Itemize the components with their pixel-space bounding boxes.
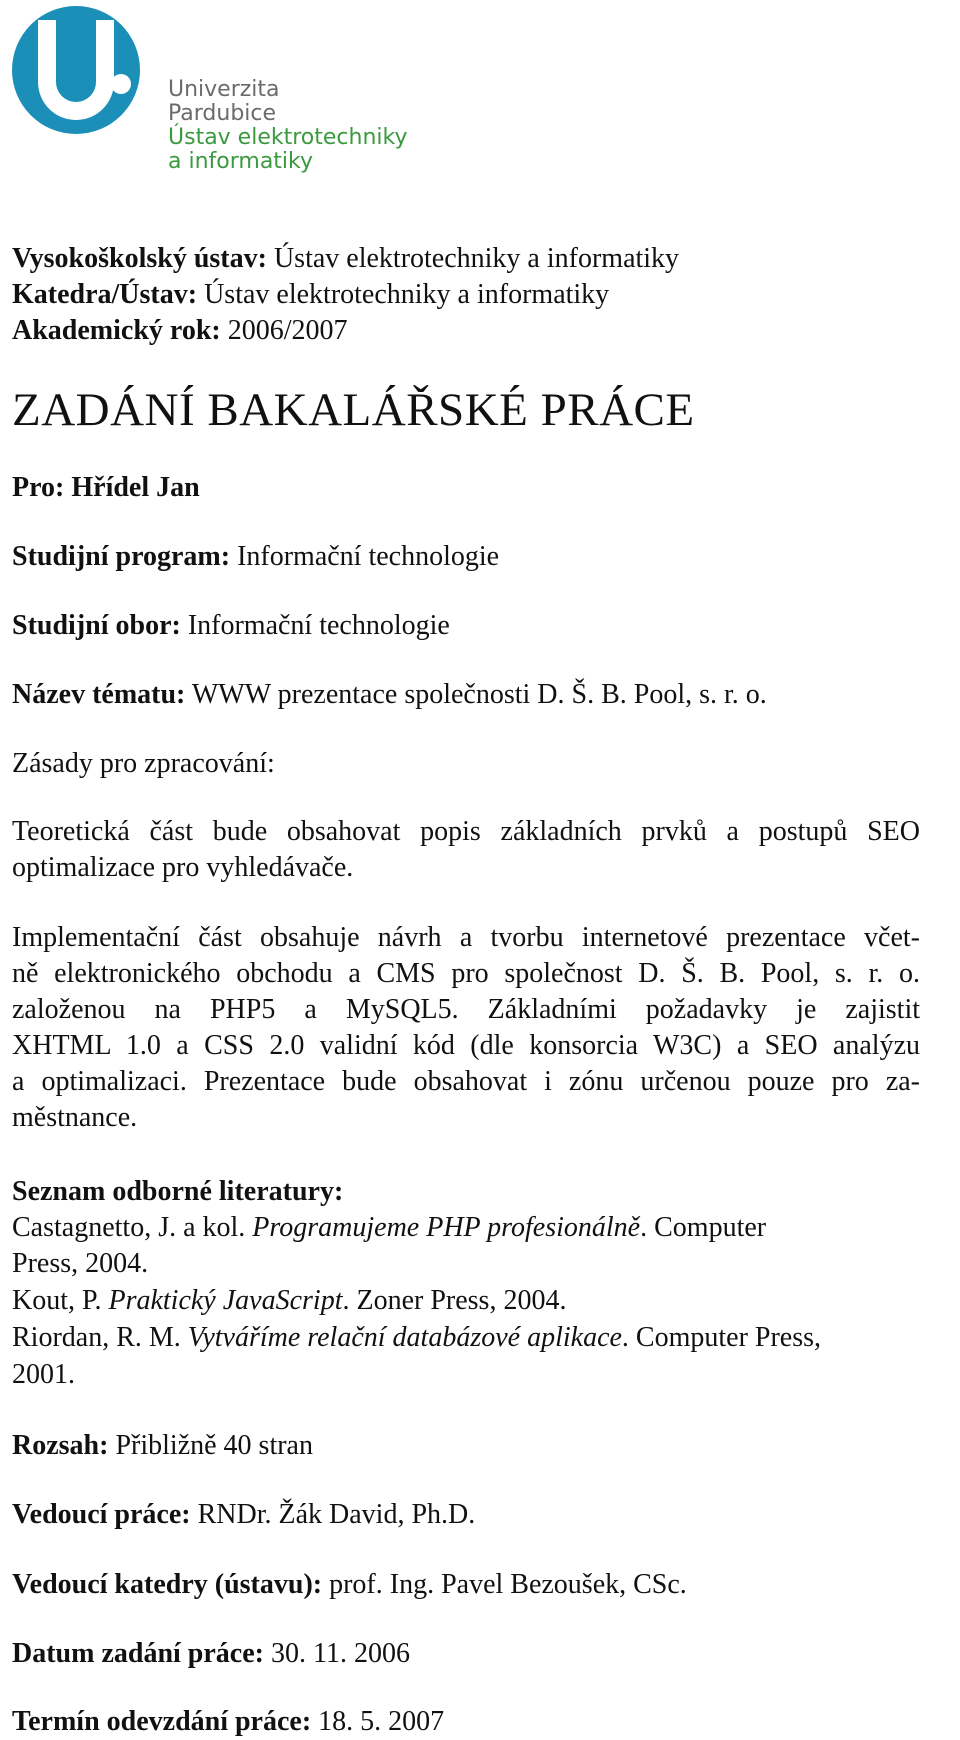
- ref-3-title: Vytváříme relační databázové aplikace: [187, 1322, 622, 1353]
- branch-label: Studijní obor:: [12, 610, 181, 641]
- assigned-date-label: Datum zadání práce:: [12, 1638, 264, 1669]
- scope-line: [12, 1430, 313, 1462]
- academic-year-line: [12, 315, 348, 347]
- ref-1-author: Castagnetto, J. a kol.: [12, 1212, 246, 1243]
- university-logo: [10, 4, 450, 194]
- student-value: Hřídel Jan: [71, 472, 200, 503]
- logo-line-city: Pardubice: [168, 101, 277, 126]
- implementation-line: Implementační část obsahuje návrh a tvorbu internetové prezentace včet-: [12, 922, 920, 953]
- supervisor-label: Vedoucí práce:: [12, 1499, 191, 1530]
- institute-line: [12, 243, 679, 275]
- program-line: [12, 541, 499, 573]
- ref-3-publisher: . Computer Press,: [621, 1322, 822, 1353]
- institute-value: Ústav elektrotechniky a informatiky: [273, 243, 680, 274]
- ref-2-author: Kout, P.: [12, 1285, 102, 1316]
- assigned-date-value: 30. 11. 2006: [270, 1638, 410, 1669]
- academic-year-label: Akademický rok:: [12, 315, 221, 346]
- deadline-label: Termín odevzdání práce:: [12, 1706, 312, 1737]
- branch-value: Informační technologie: [187, 610, 450, 641]
- ref-2-title: Praktický JavaScript: [108, 1285, 343, 1316]
- scope-value: Přibližně 40 stran: [115, 1430, 313, 1461]
- logo-line-institute-cont: a informatiky: [168, 149, 314, 174]
- institute-label: Vysokoškolský ústav:: [12, 243, 267, 274]
- ref-1-publisher: . Computer: [640, 1212, 767, 1243]
- literature-ref-3-cont: 2001.: [12, 1359, 75, 1390]
- implementation-line: městnance.: [12, 1102, 138, 1133]
- deadline-value: 18. 5. 2007: [318, 1706, 445, 1737]
- academic-year-value: 2006/2007: [227, 315, 348, 346]
- literature-ref-3: [12, 1322, 821, 1354]
- ref-1-title: Programujeme PHP profesionálně: [252, 1212, 641, 1243]
- logo-line-institute: Ústav elektrotechniky: [168, 125, 408, 150]
- principles-heading: Zásady pro zpracování:: [12, 748, 275, 779]
- department-label: Katedra/Ústav:: [12, 279, 198, 310]
- logo-line-university: Univerzita: [168, 77, 280, 102]
- department-head-line: [12, 1569, 687, 1601]
- literature-heading-text: Seznam odborné literatury:: [12, 1176, 344, 1207]
- program-value: Informační technologie: [237, 541, 500, 572]
- department-head-label: Vedoucí katedry (ústavu):: [12, 1569, 323, 1600]
- supervisor-line: [12, 1499, 475, 1531]
- theory-paragraph: Teoretická část bude obsahovat popis základních prvků a postupů SEO optimalizace pro vyhledávače.: [12, 816, 920, 883]
- department-value: Ústav elektrotechniky a informatiky: [204, 279, 610, 310]
- implementation-line: a optimalizaci. Prezentace bude obsahovat i zónu určenou pouze pro za-: [12, 1066, 920, 1097]
- literature-ref-2: [12, 1285, 566, 1317]
- branch-line: [12, 610, 450, 642]
- student-line: [12, 472, 200, 504]
- university-logo-text: [168, 78, 408, 174]
- student-label: Pro:: [12, 472, 65, 503]
- implementation-paragraph: [12, 920, 920, 1136]
- scope-label: Rozsah:: [12, 1430, 109, 1461]
- literature-ref-1-cont: Press, 2004.: [12, 1248, 149, 1279]
- implementation-line: založenou na PHP5 a MySQL5. Základními požadavky je zajistit: [12, 994, 920, 1025]
- implementation-line: XHTML 1.0 a CSS 2.0 validní kód (dle konsorcia W3C) a SEO analýzu: [12, 1030, 920, 1061]
- topic-value: WWW prezentace společnosti D. Š. B. Pool, s. r. o.: [191, 679, 767, 710]
- topic-label: Název tématu:: [12, 679, 186, 710]
- department-head-value: prof. Ing. Pavel Bezoušek, CSc.: [329, 1569, 687, 1600]
- implementation-line: ně elektronického obchodu a CMS pro společnost D. Š. B. Pool, s. r. o.: [12, 958, 920, 989]
- literature-heading: [12, 1176, 343, 1208]
- literature-ref-1: [12, 1212, 766, 1244]
- supervisor-value: RNDr. Žák David, Ph.D.: [197, 1499, 476, 1530]
- ref-2-publisher: . Zoner Press, 2004.: [342, 1285, 567, 1316]
- deadline-line: [12, 1706, 444, 1738]
- department-line: [12, 279, 609, 311]
- topic-line: [12, 679, 767, 711]
- program-label: Studijní program:: [12, 541, 231, 572]
- assigned-date-line: [12, 1638, 410, 1670]
- ref-3-author: Riordan, R. M.: [12, 1322, 181, 1353]
- page-title: ZADÁNÍ BAKALÁŘSKÉ PRÁCE: [12, 384, 695, 436]
- university-logo-mark: [10, 4, 150, 144]
